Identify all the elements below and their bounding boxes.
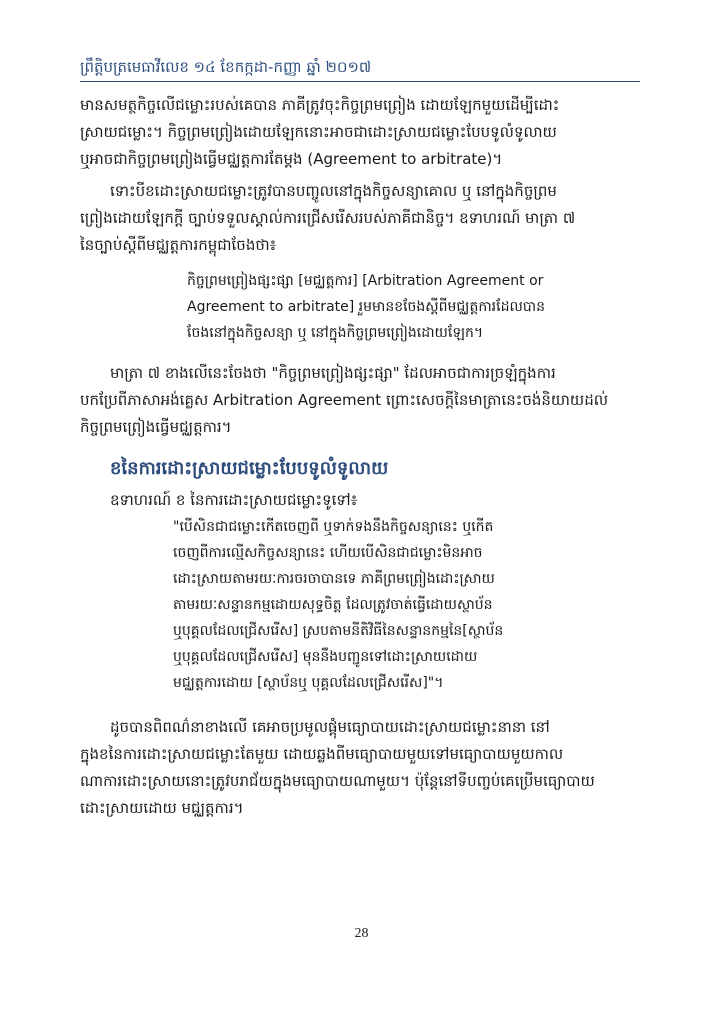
quote-line: Agreement to arbitrate] រួមមានខចែងស្តីពីមជ្ឈត្តការដែលបាន [187,299,546,315]
quote-line: ចេញពីការល្មើសកិច្ចសន្យានេះ ហើយបើសិនជាជម្លោះមិនអាច [173,545,483,561]
quote-line: តាមរយៈសន្ទានកម្មដោយសុទ្ធចិត្ត ដែលត្រូវចាត់ធ្វើដោយស្ថាប័ន [173,597,493,613]
quote-line: ចែងនៅក្នុងកិច្ចសន្យា ឬ នៅក្នុងកិច្ចព្រមព្រៀងដោយឡែក។ [187,325,484,341]
paragraph-line: ឬអាចជាកិច្ចព្រមព្រៀងធ្វើមជ្ឈត្តការតែម្តង (Agreement to arbitrate)។ [80,150,503,168]
block-quote-example-clause [173,514,553,696]
quote-line: ឬបុគ្គលដែលជ្រើសរើស] ស្របតាមនីតិវិធីនៃសន្ទានកម្មនៃ[ស្ថាប័ន [173,623,504,639]
paragraph-3 [80,360,640,441]
paragraph-line: មាត្រា ៧ ខាងលើនេះចែងថា "កិច្ចព្រមព្រៀងផ្សះផ្សា" ដែលអាចជាការច្រឡំក្នុងការ [110,364,556,382]
paragraph-line: នៃច្បាប់ស្តីពីមជ្ឈត្តការកម្ពុជាចែងថា៖ [80,236,277,254]
page-number: 28 [354,926,369,941]
paragraph-line: ទោះបីខដោះស្រាយជម្លោះត្រូវបានបញ្ចូលនៅក្នុងកិច្ចសន្យាគោល ឬ នៅក្នុងកិច្ចព្រម [110,182,557,200]
quote-line: មជ្ឈត្តការដោយ [ស្ថាប័នឬ បុគ្គលដែលជ្រើសរើស]"។ [173,675,444,691]
header-rule [80,81,640,82]
paragraph-line: ណាការដោះស្រាយនោះត្រូវបរាជ័យក្នុងមធ្យោបាយណាមួយ។ ប៉ុន្តែនៅទីបញ្ចប់គេប្រើមធ្យោបាយ [80,772,595,790]
paragraph-line: បកប្រែពីភាសាអង់គ្លេស Arbitration Agreement ព្រោះសេចក្តីនៃមាត្រានេះចង់និយាយដល់ [80,391,609,409]
paragraph-4 [80,714,640,822]
block-quote-article-7 [187,268,547,346]
paragraph-line: ដូចបានពិពណ៌នាខាងលើ គេអាចប្រមូលផ្តុំមធ្យោបាយដោះស្រាយជម្លោះនានា នៅ [110,718,550,736]
paragraph-1 [80,92,640,173]
running-header: ព្រឹត្តិបត្រមេធាវីលេខ ១៤ ខែកក្កដា-កញ្ញា ឆ្នាំ ២០១៧ [80,58,372,76]
paragraph-line: កិច្ចព្រមព្រៀងធ្វើមជ្ឈត្តការ។ [80,418,232,436]
example-subheading: ឧទាហរណ៍ ខ នៃការដោះស្រាយជម្លោះទូទៅ៖ [110,491,358,509]
paragraph-line: ព្រៀងដោយឡែកក្តី ច្បាប់ទទួលស្គាល់ការជ្រើសរើសរបស់ភាគីជានិច្ច។ ឧទាហរណ៍ មាត្រា ៧ [80,209,576,227]
paragraph-line: ស្រាយជម្លោះ។ កិច្ចព្រមព្រៀងដោយឡែកនោះអាចជាដោះស្រាយជម្លោះបែបទូលំទូលាយ [80,123,557,141]
quote-line: "បើសិនជាជម្លោះកើតចេញពី ឬទាក់ទងនឹងកិច្ចសន្យានេះ ឬកើត [173,519,494,535]
paragraph-line: មានសមត្ថកិច្ចលើជម្លោះរបស់គេបាន ភាគីត្រូវចុះកិច្ចព្រមព្រៀង ដោយឡែកមួយដើម្បីដោះ [80,96,560,114]
paragraph-2 [80,178,640,259]
section-heading: ខនៃការដោះស្រាយជម្លោះបែបទូលំទូលាយ [110,458,389,479]
quote-line: ឬបុគ្គលដែលជ្រើសរើស] មុននឹងបញ្ជូនទៅដោះស្រាយដោយ [173,649,478,665]
paragraph-line: ដោះស្រាយដោយ មជ្ឈត្តការ។ [80,799,244,817]
quote-line: កិច្ចព្រមព្រៀងផ្សះផ្សា [មជ្ឈត្តការ] [Arbitration Agreement or [187,273,544,289]
paragraph-line: ក្នុងខនៃការដោះស្រាយជម្លោះតែមួយ ដោយឆ្លងពីមធ្យោបាយមួយទៅមធ្យោបាយមួយកាល [80,745,564,763]
quote-line: ដោះស្រាយតាមរយៈការចរចាបានទេ ភាគីព្រមព្រៀងដោះស្រាយ [173,571,495,587]
